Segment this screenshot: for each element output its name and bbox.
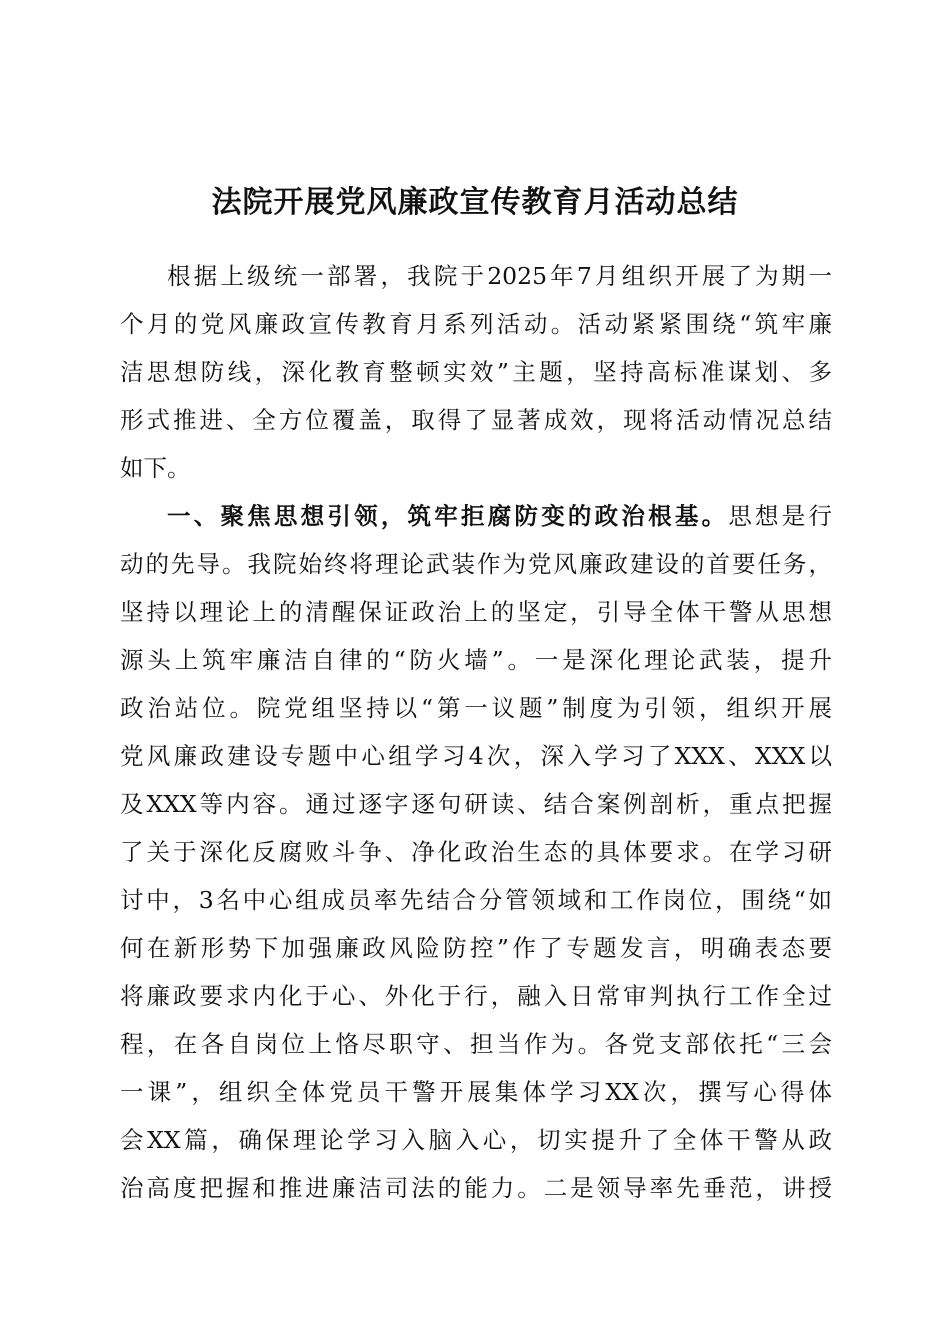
- paragraph-line: 源头上筑牢廉洁自律的“防火墙”。一是深化理论武装，提升: [120, 646, 832, 674]
- document-body: [120, 252, 832, 1212]
- paragraph-line: 个月的党风廉政宣传教育月系列活动。活动紧紧围绕“筑牢廉: [120, 310, 832, 338]
- paragraph-line: 根据上级统一部署，我院于2025年7月组织开展了为期一: [167, 262, 832, 290]
- paragraph-line: 何在新形势下加强廉政风险防控”作了专题发言，明确表态要: [120, 934, 832, 962]
- paragraph-line: 讨中，3名中心组成员率先结合分管领域和工作岗位，围绕“如: [120, 886, 832, 914]
- paragraph-line: 动的先导。我院始终将理论武装作为党风廉政建设的首要任务，: [120, 550, 832, 578]
- section-heading: 一、聚焦思想引领，筑牢拒腐防变的政治根基。: [167, 502, 729, 530]
- paragraph-line: 了关于深化反腐败斗争、净化政治生态的具体要求。在学习研: [120, 838, 832, 866]
- paragraph-line: 党风廉政建设专题中心组学习4次，深入学习了XXX、XXX以: [120, 742, 832, 770]
- paragraph-line: 会XX篇，确保理论学习入脑入心，切实提升了全体干警从政: [120, 1126, 832, 1154]
- paragraph-line: 政治站位。院党组坚持以“第一议题”制度为引领，组织开展: [120, 694, 832, 722]
- heading-line-rest: 思想是行: [728, 502, 832, 530]
- document-title: 法院开展党风廉政宣传教育月活动总结: [211, 185, 739, 220]
- paragraph-line: 将廉政要求内化于心、外化于行，融入日常审判执行工作全过: [120, 982, 832, 1010]
- paragraph-line: 程，在各自岗位上恪尽职守、担当作为。各党支部依托“三会: [120, 1030, 832, 1058]
- paragraph-line: 如下。: [120, 454, 191, 482]
- paragraph-line: 洁思想防线，深化教育整顿实效”主题，坚持高标准谋划、多: [120, 358, 832, 386]
- paragraph-line: 及XXX等内容。通过逐字逐句研读、结合案例剖析，重点把握: [120, 790, 832, 818]
- paragraph-intro: [120, 252, 832, 492]
- paragraph-line: [120, 492, 832, 540]
- paragraph-line: 坚持以理论上的清醒保证政治上的坚定，引导全体干警从思想: [120, 598, 832, 626]
- paragraph-line: 形式推进、全方位覆盖，取得了显著成效，现将活动情况总结: [120, 406, 832, 434]
- paragraph-section-one: [120, 492, 832, 1212]
- paragraph-line: 一课”，组织全体党员干警开展集体学习XX次，撰写心得体: [120, 1078, 832, 1106]
- paragraph-line: 治高度把握和推进廉洁司法的能力。二是领导率先垂范，讲授: [120, 1174, 832, 1202]
